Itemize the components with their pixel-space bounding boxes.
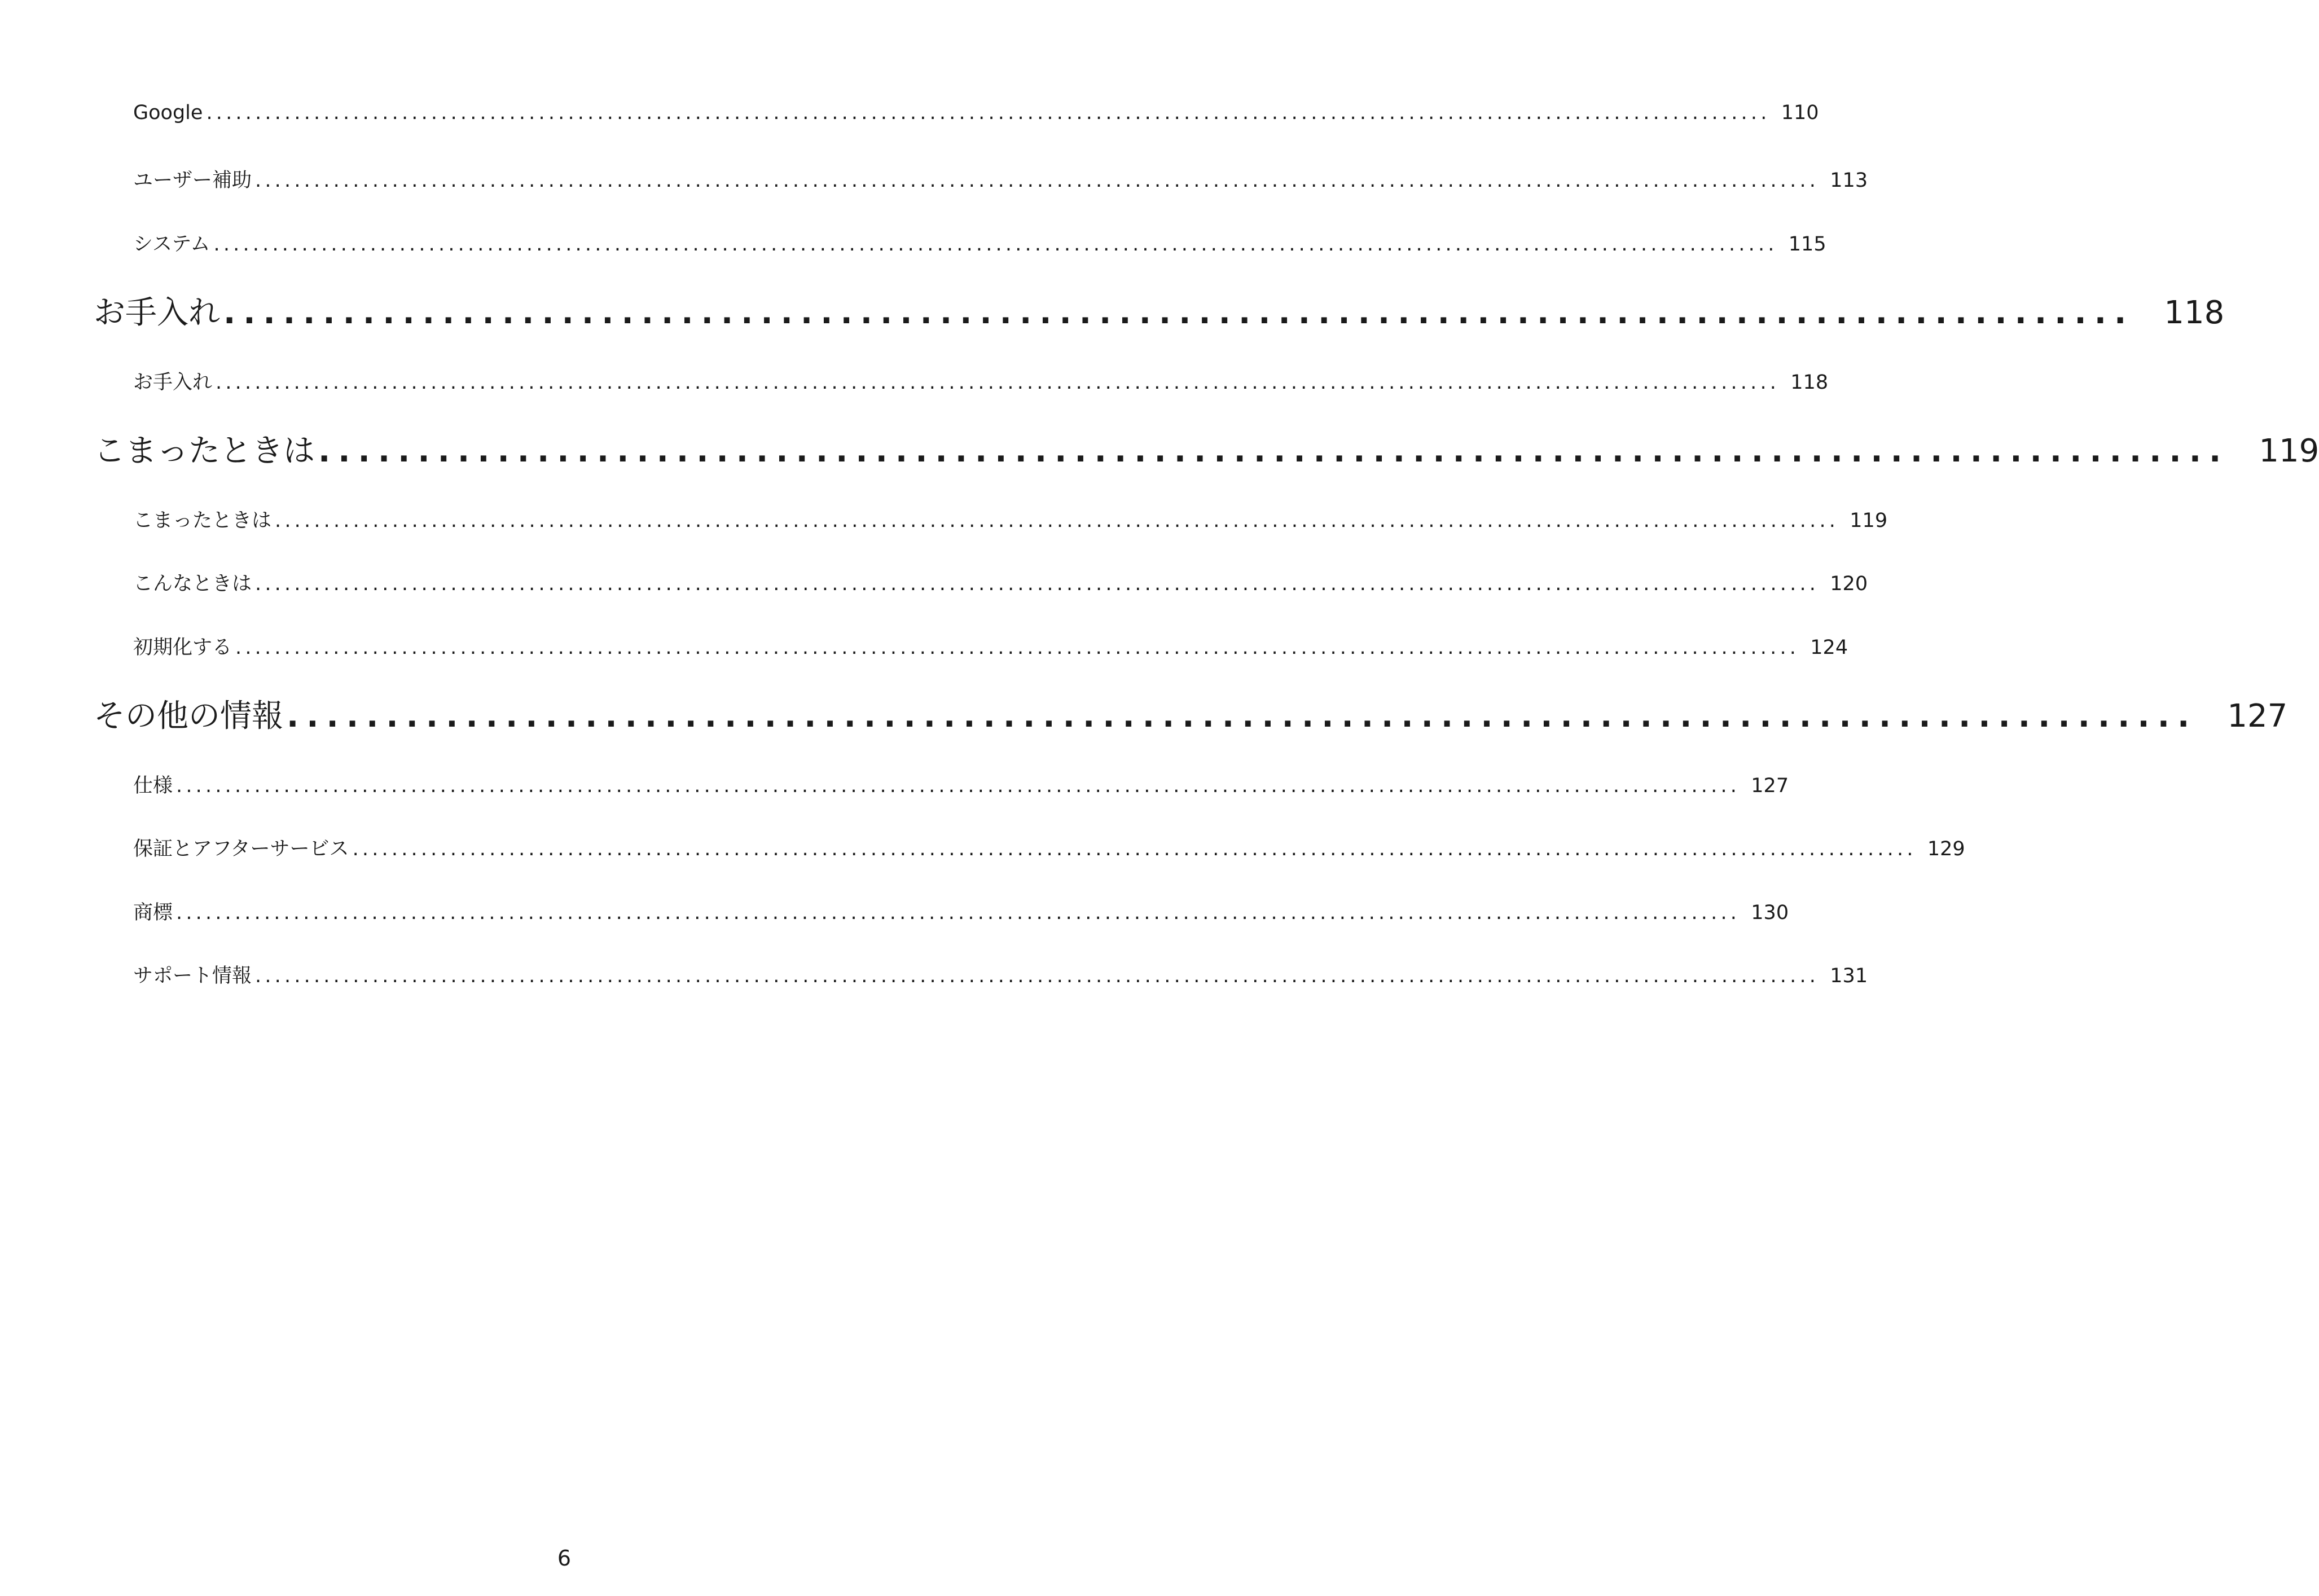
toc-entry[interactable] xyxy=(133,897,1789,925)
dot-leader: ................................................................................................................................................................ xyxy=(235,636,1800,659)
toc-entry[interactable] xyxy=(133,102,1819,130)
dot-leader: ................................................................................................................................................................ xyxy=(275,509,1839,532)
toc-entry-page: 131 xyxy=(1830,965,1868,987)
toc-chapter-title: こまったときは xyxy=(94,433,315,469)
toc-chapter-page: 119 xyxy=(2259,433,2319,469)
toc-entry[interactable] xyxy=(133,568,1868,596)
toc-entry[interactable] xyxy=(133,833,1965,861)
toc-entry-page: 113 xyxy=(1830,169,1868,192)
dot-leader: ................................................................................................................................................................ xyxy=(255,965,1820,987)
toc-entry[interactable] xyxy=(133,632,1848,660)
toc-entry-title: 商標 xyxy=(133,902,173,924)
toc-chapter[interactable] xyxy=(94,288,2225,333)
dot-leader: ................................................................................................................................................................ xyxy=(255,169,1820,192)
toc-entry-title: サポート情報 xyxy=(133,965,252,987)
toc-entry-title: 保証とアフターサービス xyxy=(133,838,349,860)
dot-leader: ................................................................................................................................................................ xyxy=(352,838,1917,860)
dot-leader: ................................................................................................................................................................ xyxy=(213,233,1778,256)
toc-entry-page: 119 xyxy=(1850,509,1888,532)
dot-leader: ................................................................................................................................................................ xyxy=(216,371,1780,394)
dot-leader: ................................................................................................ xyxy=(223,294,2134,331)
toc-entry[interactable] xyxy=(133,770,1789,798)
dot-leader: ................................................................................................................................................................ xyxy=(206,102,1771,124)
dot-leader: ................................................................................................................................................................ xyxy=(176,902,1741,924)
toc-entry-page: 130 xyxy=(1751,902,1789,924)
toc-chapter-title: お手入れ xyxy=(94,294,220,331)
toc-entry[interactable] xyxy=(133,960,1868,988)
toc-entry-page: 120 xyxy=(1830,573,1868,595)
toc-entry-page: 127 xyxy=(1751,775,1789,797)
toc-entry-title: システム xyxy=(133,233,210,256)
toc-entry-page: 110 xyxy=(1781,102,1819,124)
toc-entry[interactable] xyxy=(133,165,1868,193)
toc-entry[interactable] xyxy=(133,228,1826,257)
dot-leader: ................................................................................................ xyxy=(287,698,2198,735)
toc-entry-page: 129 xyxy=(1927,838,1965,860)
page-number: 6 xyxy=(557,1546,572,1571)
toc-entry-title: ユーザー補助 xyxy=(133,169,252,192)
toc-entry-title: 初期化する xyxy=(133,636,232,659)
toc-entry[interactable] xyxy=(133,367,1829,395)
toc-chapter[interactable] xyxy=(94,691,2288,736)
toc-entry-page: 118 xyxy=(1790,371,1829,394)
dot-leader: ................................................................................................................................................................ xyxy=(255,573,1820,595)
toc-entry-title: こんなときは xyxy=(133,573,252,595)
dot-leader: ................................................................................................................................................................ xyxy=(176,775,1741,797)
toc-chapter[interactable] xyxy=(94,426,2319,471)
dot-leader: ................................................................................................ xyxy=(318,433,2229,469)
toc-chapter-title: その他の情報 xyxy=(94,698,283,735)
toc-chapter-page: 118 xyxy=(2164,294,2225,331)
toc-entry-title: 仕様 xyxy=(133,775,173,797)
toc-entry-title: お手入れ xyxy=(133,371,213,394)
toc-entry-title: Google xyxy=(133,102,203,124)
toc-entry-page: 115 xyxy=(1788,233,1826,256)
toc-entry-title: こまったときは xyxy=(133,509,272,532)
toc-entry-page: 124 xyxy=(1810,636,1848,659)
toc-entry[interactable] xyxy=(133,505,1888,533)
toc-chapter-page: 127 xyxy=(2227,698,2288,735)
